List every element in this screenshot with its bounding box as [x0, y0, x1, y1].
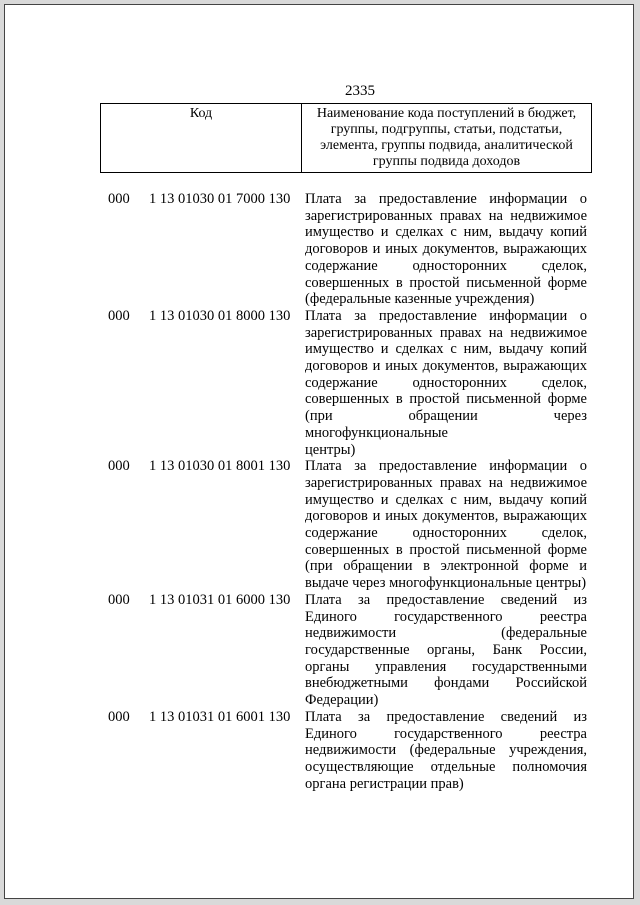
admin-code: 000	[108, 307, 130, 324]
income-code: 1 13 01031 01 6001 130	[149, 708, 291, 725]
description-line: имущество и сделках с ним, выдачу копий	[305, 224, 587, 241]
description-line: Плата за предоставление сведений из	[305, 591, 587, 608]
description-line: выдаче через многофункциональные центры)	[305, 575, 587, 592]
income-description	[305, 308, 587, 458]
description-line: Единого государственного реестра	[305, 608, 587, 625]
income-code: 1 13 01031 01 6000 130	[149, 591, 291, 608]
description-line: Плата за предоставление информации о	[305, 307, 587, 324]
income-codes-list	[5, 191, 635, 792]
description-line: органа регистрации прав)	[305, 775, 464, 792]
description-line: зарегистрированных правах на недвижимое	[305, 474, 587, 491]
description-line: договоров и иных документов, выражающих	[305, 358, 587, 375]
admin-code: 000	[108, 191, 130, 207]
description-line: осуществляющие отдельные полномочия	[305, 758, 587, 775]
header-table	[100, 103, 592, 173]
description-line: содержание односторонних сделок,	[305, 525, 587, 542]
description-line: государственные органы, Банк России,	[305, 641, 587, 658]
description-line: (при обращении в электронной форме и	[305, 558, 587, 575]
description-line: имущество и сделках с ним, выдачу копий	[305, 491, 587, 508]
description-line: совершенных в простой письменной форме	[305, 391, 587, 408]
description-line: имущество и сделках с ним, выдачу копий	[305, 341, 587, 358]
description-line: недвижимости (федеральные учреждения,	[305, 742, 587, 759]
description-line: зарегистрированных правах на недвижимое	[305, 324, 587, 341]
description-line: Плата за предоставление информации о	[305, 191, 587, 207]
income-code: 1 13 01030 01 8000 130	[149, 307, 291, 324]
description-line: Единого государственного реестра	[305, 725, 587, 742]
income-description	[305, 592, 587, 709]
description-line: (при обращении через многофункциональные	[305, 408, 587, 441]
admin-code: 000	[108, 591, 130, 608]
description-line: (федеральные казенные учреждения)	[305, 291, 535, 308]
admin-code: 000	[108, 458, 130, 475]
income-description	[305, 709, 587, 793]
description-line: внебюджетными фондами Российской	[305, 675, 587, 692]
table-row	[5, 191, 635, 308]
description-line: центры)	[305, 441, 356, 458]
page-number: 2335	[345, 83, 375, 99]
description-line: совершенных в простой письменной форме	[305, 541, 587, 558]
header-name-cell: Наименование кода поступлений в бюджет, группы, подгруппы, статьи, подстатьи, элемента, группы подвида, аналитической группы подвида доходов	[302, 104, 592, 173]
description-line: Плата за предоставление информации о	[305, 458, 587, 475]
admin-code: 000	[108, 708, 130, 725]
description-line: содержание односторонних сделок,	[305, 374, 587, 391]
income-code: 1 13 01030 01 7000 130	[149, 191, 291, 207]
description-line: недвижимости (федеральные	[305, 625, 587, 642]
description-line: Плата за предоставление сведений из	[305, 708, 587, 725]
table-row	[5, 592, 635, 709]
income-description	[305, 191, 587, 308]
description-line: совершенных в простой письменной форме	[305, 274, 587, 291]
table-row	[5, 458, 635, 592]
income-code: 1 13 01030 01 8001 130	[149, 458, 291, 475]
description-line: содержание односторонних сделок,	[305, 257, 587, 274]
header-code-cell: Код	[101, 104, 302, 173]
description-line: договоров и иных документов, выражающих	[305, 241, 587, 258]
document-page	[4, 4, 634, 899]
description-line: зарегистрированных правах на недвижимое	[305, 207, 587, 224]
income-description	[305, 458, 587, 592]
table-row	[5, 709, 635, 793]
table-row	[5, 308, 635, 458]
description-line: договоров и иных документов, выражающих	[305, 508, 587, 525]
description-line: органы управления государственными	[305, 658, 587, 675]
description-line: Федерации)	[305, 692, 379, 709]
